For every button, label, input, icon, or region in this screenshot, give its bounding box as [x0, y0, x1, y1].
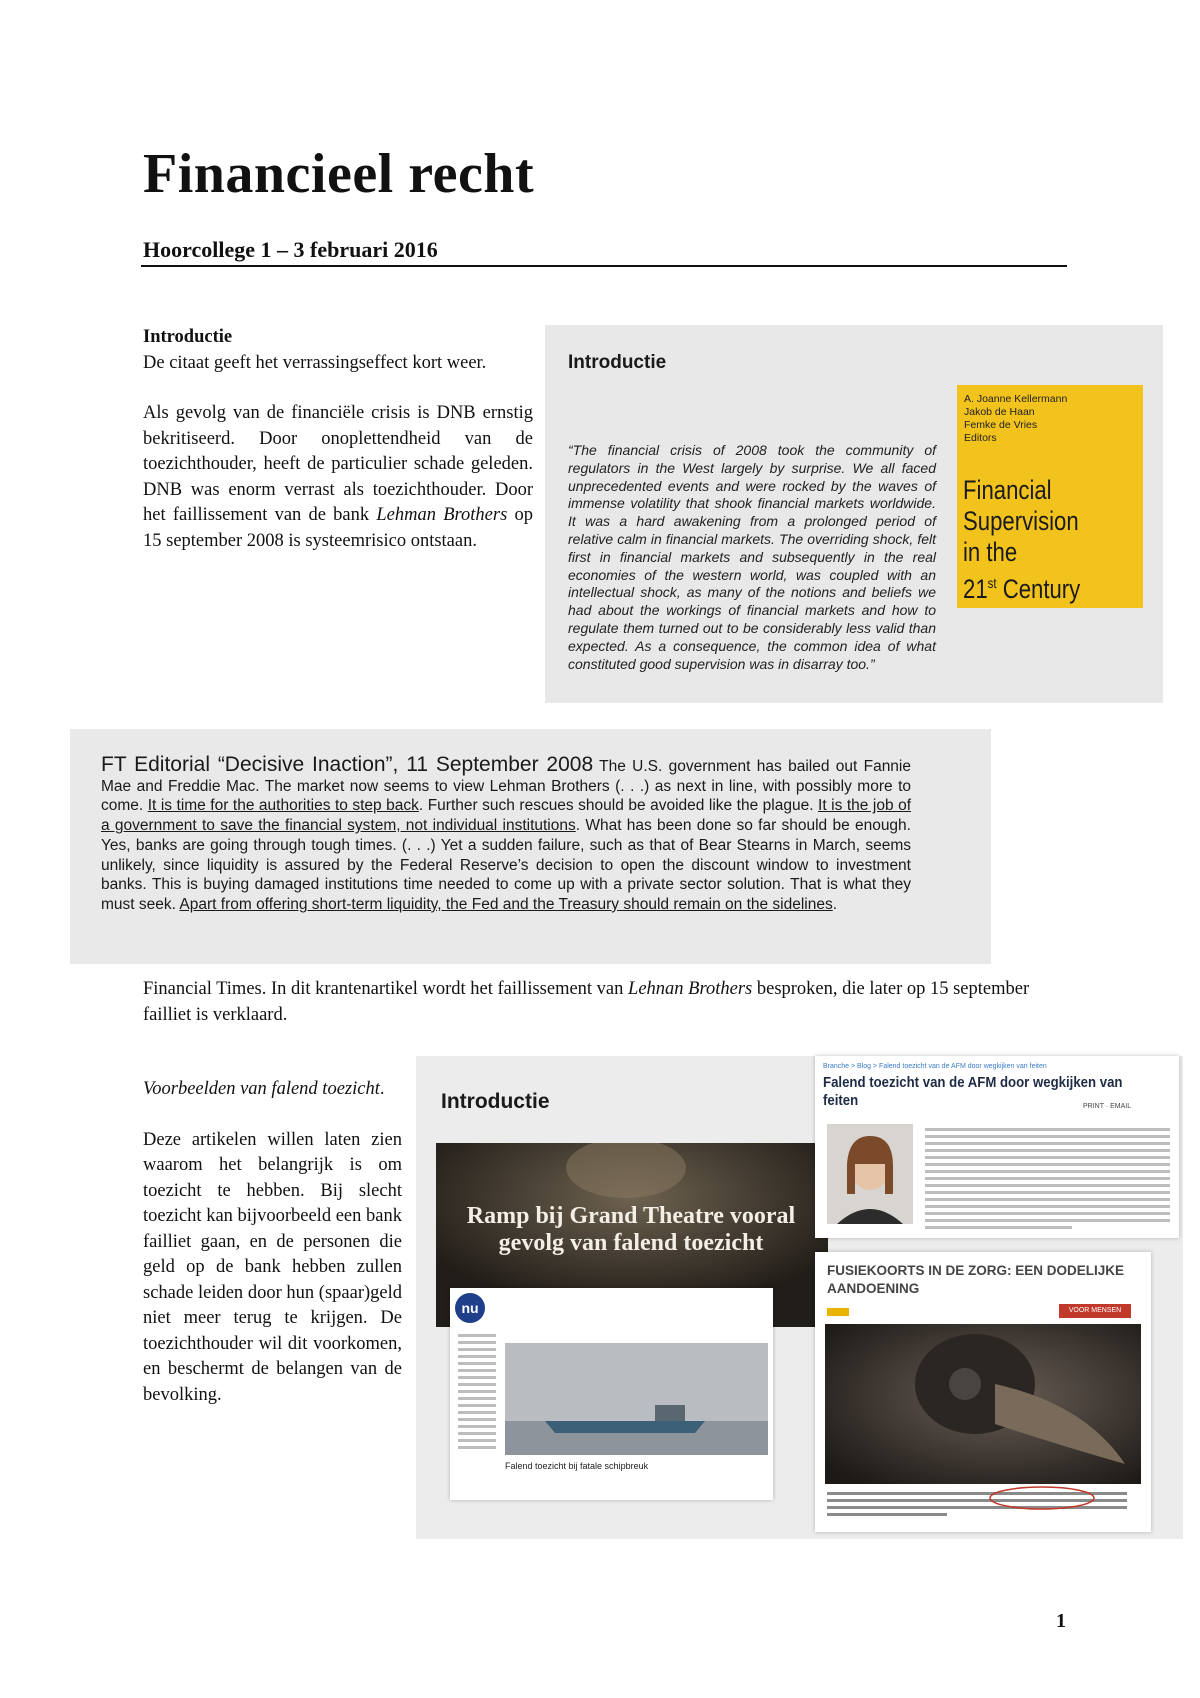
ft-editorial-image: [70, 729, 991, 964]
author-photo: [827, 1124, 913, 1224]
ft-caption: Financial Times. In dit krantenartikel wordt het faillissement van Lehnan Brothers besproken, die later op 15 september failliet is verklaard.: [143, 979, 1030, 1025]
fusie-button[interactable]: VOOR MENSEN: [1059, 1304, 1131, 1318]
fusiekoorts-article: [815, 1252, 1151, 1532]
paragraph-toezicht: Deze artikelen willen laten zien waarom het belangrijk is om toezicht te hebben. Bij slecht toezicht kan bijvoorbeeld een bank failliet gaan, en de personen die geld op de bank hebben zullen schade leiden door hun (spaar)geld niet meer terug te krijgen. De toezichthouder wil dit voorkomen, en beschermt de belangen van de bevolking.: [143, 1129, 402, 1405]
slide-introductie-quote: [545, 325, 1163, 703]
nu-article: [450, 1288, 773, 1500]
slide-quote: “The financial crisis of 2008 took the community of regulators in the West largely by surprise. We all faced unprecedented events and were rocked by the waves of immense volatility that shook financial markets worldwide. It was a hard awakening from a prolonged period of relative calm in financial markets. The overriding shock, felt first in financial markets and subsequently in the real economies of the western world, was coupled with an intellectual shock, as many of the notions and beliefs we had about the workings of financial markets and how to regulate them turned out to be considerably less valid than expected. As a consequence, the common idea of what constituted good supervision was in disarray too.”: [568, 442, 936, 672]
nu-caption: Falend toezicht bij fatale schipbreuk: [505, 1461, 649, 1471]
paragraph-citaat: De citaat geeft het verrassingseffect kort weer.: [143, 352, 487, 373]
falend-toezicht-collage: [416, 1056, 1183, 1539]
afm-headline: Falend toezicht van de AFM door wegkijken van feiten: [823, 1074, 1123, 1109]
slide-heading: Introductie: [568, 352, 667, 373]
book-editors: A. Joanne Kellermann Jakob de Haan Femke de Vries Editors: [964, 393, 1068, 444]
ship-photo: [505, 1343, 768, 1455]
afm-article: [815, 1056, 1179, 1238]
book-title: Financial Supervision in the 21st Century: [963, 475, 1081, 604]
theatre-headline: Ramp bij Grand Theatre vooral gevolg van falend toezicht: [466, 1203, 796, 1256]
document-title: Financieel recht: [143, 143, 535, 205]
paragraph-dnb: Als gevolg van de financiële crisis is DNB ernstig bekritiseerd. Door onoplettendheid van de toezichthouder, heeft de particulier schade geleden. DNB was enorm verrast als toezichthouder. Door het faillissement van de bank Lehman Brothers op 15 september 2008 is systeemrisico ontstaan.: [143, 403, 533, 551]
page-number: 1: [1056, 1610, 1066, 1632]
afm-body-text: [925, 1128, 1170, 1233]
nu-logo: nu: [455, 1293, 485, 1323]
afm-actions: PRINT · EMAIL: [1083, 1103, 1132, 1110]
section2-heading: Voorbeelden van falend toezicht.: [143, 1079, 385, 1099]
collage-heading: Introductie: [441, 1090, 550, 1113]
lecture-subtitle: Hoorcollege 1 – 3 februari 2016: [143, 237, 438, 262]
afm-breadcrumb: Branche > Blog > Falend toezicht van de AFM door wegkijken van feiten: [823, 1063, 1047, 1070]
section-voorbeelden: [143, 1077, 402, 1408]
book-cover-image: [957, 385, 1143, 608]
section-heading: Introductie: [143, 327, 233, 347]
section-introductie: [143, 325, 533, 554]
fusie-headline: FUSIEKOORTS IN DE ZORG: EEN DODELIJKE AANDOENING: [827, 1263, 1125, 1296]
title-underline: [141, 265, 1067, 267]
plague-doctor-image: [825, 1324, 1141, 1484]
red-circle-annotation: [987, 1484, 1097, 1512]
ft-editorial-heading: FT Editorial “Decisive Inaction”, 11 September 2008: [101, 753, 594, 776]
category-tag: [827, 1308, 849, 1316]
ft-editorial-text: FT Editorial “Decisive Inaction”, 11 September 2008 The U.S. government has bailed out Fannie Mae and Freddie Mac. The market now seems to view Lehman Brothers (. . .) as next in line, with possibly more to come. It is time for the authorities to step back. Further such rescues should be avoided like the plague. It is the job of a government to save the financial system, not individual institutions. What has been done so far should be enough. Yes, banks are going through tough times. (. . .) Yet a sudden failure, such as that of Bear Stearns in March, seems unlikely, since liquidity is assured by the Federal Reserve’s decision to open the discount window to investment banks. This is buying damaged institutions time needed to come up with a private sector solution. That is what they must seek. Apart from offering short-term liquidity, the Fed and the Treasury should remain on the sidelines.: [101, 753, 912, 913]
nu-sidebar-nav: [458, 1334, 496, 1453]
